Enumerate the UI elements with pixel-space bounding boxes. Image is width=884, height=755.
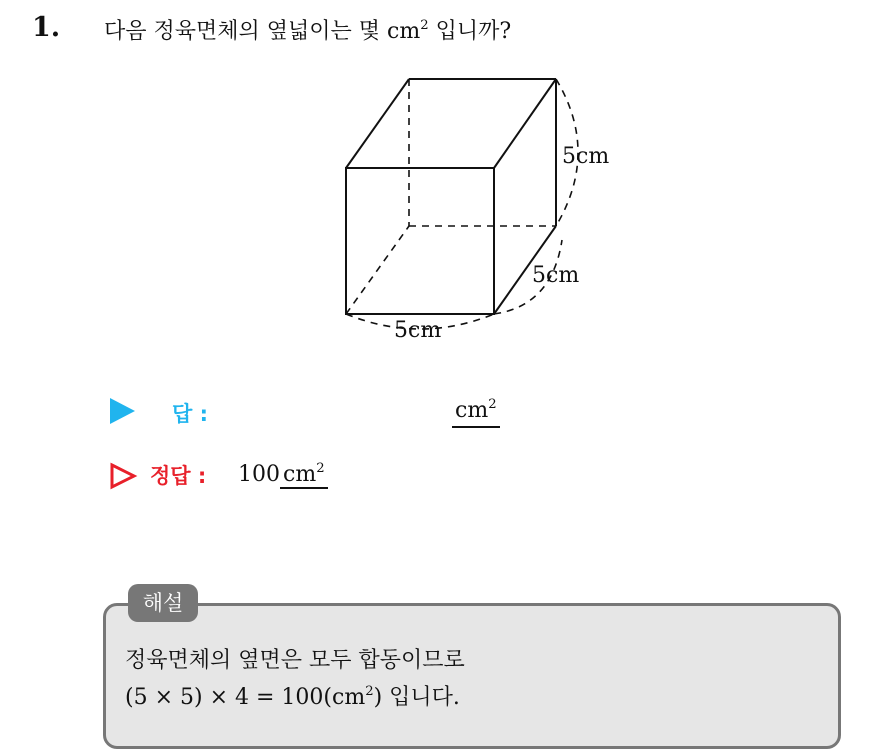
question-text-before: 다음 정육면체의 옆넓이는 몇 (104, 19, 387, 44)
cube-edge (494, 79, 556, 168)
explanation-line-2: $(5 \times 5) \times 4 = 100(cm^2)$ 입니다. (125, 683, 460, 710)
question-unit: $cm^2$ (387, 17, 429, 44)
edge-label-bottom: 5cm (394, 318, 442, 343)
explanation-line-1: 정육면체의 옆면은 모두 합동이므로 (125, 648, 465, 673)
edge-label-right: 5cm (562, 144, 610, 169)
answer-blank-unit[interactable]: $cm^2$ (452, 397, 500, 428)
answer-marker-icon (110, 398, 135, 424)
correct-label: 정답 : (150, 464, 207, 488)
answer-label: 답 : (172, 402, 208, 426)
cube-edge (346, 79, 409, 168)
cube-hidden-edge (346, 226, 409, 314)
question-text-after: 입니까? (428, 19, 512, 44)
correct-marker-icon (108, 461, 138, 491)
cube-front-face (346, 168, 494, 314)
correct-unit: $cm^2$ (280, 462, 328, 489)
edge-label-depth: 5cm (532, 263, 580, 288)
correct-value: 100 $cm^2$ (238, 460, 328, 490)
explanation-tab: 해설 (128, 584, 198, 622)
cube-figure (330, 70, 630, 360)
question-text (104, 14, 511, 45)
explanation-box (103, 603, 841, 749)
question-number: 1. (32, 12, 61, 43)
